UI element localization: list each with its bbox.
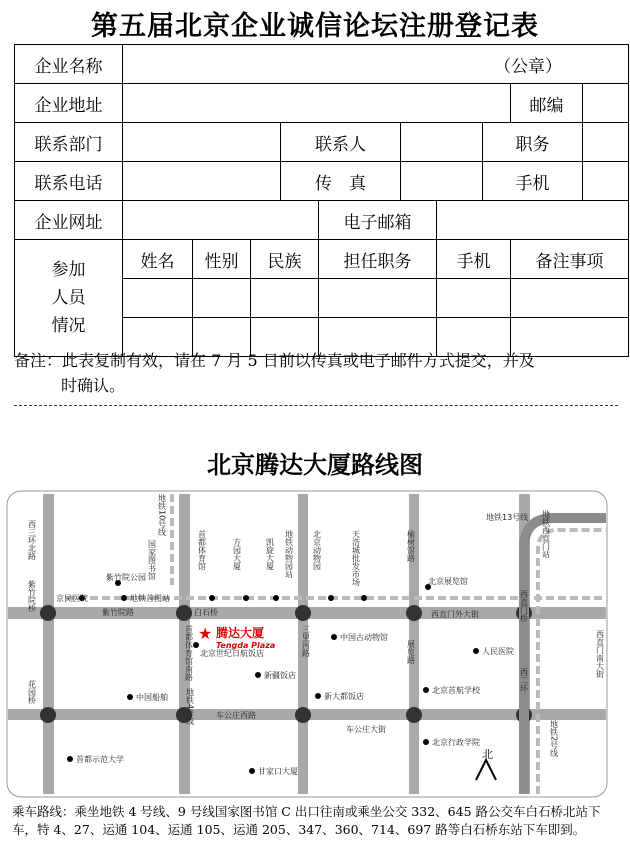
label-shoudu-gym-road: 首都体育馆南路 bbox=[184, 625, 194, 681]
label-xizhimen-outer: 西直门外大街 bbox=[431, 610, 479, 619]
form-note bbox=[14, 348, 618, 398]
label-chegongzhuang-west: 车公庄西路 bbox=[216, 711, 256, 720]
place-dot bbox=[249, 768, 255, 774]
place-dot bbox=[243, 595, 249, 601]
label-aviation-school: 北京首航学校 bbox=[432, 686, 480, 695]
note-line-2: 时确认。 bbox=[61, 376, 126, 395]
label-normal-univ: 首都示范大学 bbox=[76, 755, 124, 764]
attendees-label bbox=[15, 240, 123, 357]
building-name-en: Tengda Plaza bbox=[216, 641, 276, 650]
label-beijing-zoo: 北京动物园 bbox=[312, 530, 322, 570]
seal-label: （公章） bbox=[494, 56, 563, 77]
label-xindadu: 新大都饭店 bbox=[324, 692, 364, 701]
department-label: 联系部门 bbox=[15, 123, 123, 162]
label-subway-4: 地铁4号线 bbox=[185, 688, 195, 726]
email-label: 电子邮箱 bbox=[319, 201, 437, 240]
position-field[interactable] bbox=[583, 123, 629, 162]
attendee-cell[interactable] bbox=[319, 279, 437, 318]
label-jingmin-hospital: 京民医院 bbox=[56, 594, 88, 603]
label-capital-gym: 首都体育馆 bbox=[197, 530, 207, 570]
label-zizhuyuan-road: 紫竹院路 bbox=[102, 608, 134, 617]
label-admin-school: 北京行政学院 bbox=[432, 738, 480, 747]
label-xizhimen-station: 地铁西直门站 bbox=[541, 510, 551, 558]
header-mobile: 手机 bbox=[437, 240, 511, 279]
route-map bbox=[6, 490, 608, 798]
label-exhibition-hall: 北京展览馆 bbox=[428, 577, 468, 586]
label-fangyuan: 方园大厦 bbox=[232, 538, 242, 570]
phone-field[interactable] bbox=[123, 162, 281, 201]
attendees-label-line: 人员 bbox=[51, 288, 86, 308]
contact-label: 联系人 bbox=[281, 123, 401, 162]
place-dot bbox=[328, 595, 334, 601]
label-tianhao: 天浩城批发市场 bbox=[351, 530, 361, 586]
cut-line bbox=[14, 405, 618, 406]
label-yuyuantan: 榆树馆路 bbox=[406, 530, 416, 562]
label-zoo-station: 地铁动物园站 bbox=[284, 530, 294, 578]
intersection bbox=[40, 707, 56, 723]
attendee-cell[interactable] bbox=[251, 279, 319, 318]
label-zizhuyuan-bridge: 紫竹院桥 bbox=[27, 580, 37, 612]
intersection bbox=[406, 707, 422, 723]
fax-field[interactable] bbox=[401, 162, 483, 201]
building-star-icon: ★ bbox=[198, 624, 213, 643]
place-dot bbox=[209, 595, 215, 601]
label-xierhuan: 西二环 bbox=[519, 668, 529, 692]
place-dot bbox=[423, 739, 429, 745]
place-dot bbox=[331, 634, 337, 640]
postcode-label: 邮编 bbox=[511, 84, 583, 123]
place-dot bbox=[255, 672, 261, 678]
place-dot bbox=[361, 595, 367, 601]
attendee-cell[interactable] bbox=[437, 279, 511, 318]
email-field[interactable] bbox=[437, 201, 629, 240]
label-library-station: 地铁首图站 bbox=[130, 594, 170, 603]
company-name-field[interactable] bbox=[123, 45, 629, 84]
fax-label: 传 真 bbox=[281, 162, 401, 201]
north-label: 北 bbox=[482, 748, 493, 761]
department-field[interactable] bbox=[123, 123, 281, 162]
attendees-label-line: 参加 bbox=[51, 260, 86, 280]
mobile-field[interactable] bbox=[583, 162, 629, 201]
header-remarks: 备注事项 bbox=[511, 240, 629, 279]
header-ethnicity: 民族 bbox=[251, 240, 319, 279]
label-xisanhuan: 西三环北路 bbox=[27, 520, 37, 560]
header-name: 姓名 bbox=[123, 240, 193, 279]
place-dot bbox=[315, 693, 321, 699]
intersection bbox=[295, 707, 311, 723]
attendees-label-line: 情况 bbox=[51, 316, 86, 336]
place-dot bbox=[473, 648, 479, 654]
label-zizhuyuan-park: 紫竹院公园 bbox=[106, 573, 146, 582]
label-peoples-hospital: 人民医院 bbox=[482, 647, 514, 656]
label-huayuan-bridge: 花园桥 bbox=[27, 680, 37, 704]
label-subway-13: 地铁13号线 bbox=[486, 513, 529, 522]
label-century-hotel: 北京世纪日航饭店 bbox=[200, 649, 264, 658]
company-name-label: 企业名称 bbox=[15, 45, 123, 84]
place-dot bbox=[193, 642, 199, 648]
header-position: 担任职务 bbox=[319, 240, 437, 279]
label-sanlihe-road: 三里河路 bbox=[301, 625, 311, 657]
place-dot bbox=[273, 595, 279, 601]
building-name: 腾达大厦 bbox=[216, 626, 265, 640]
label-national-library: 国家图书馆 bbox=[147, 540, 157, 580]
label-xizhimen-bridge: 西直门桥 bbox=[519, 590, 529, 622]
map-title: 北京腾达大厦路线图 bbox=[207, 451, 423, 479]
phone-label: 联系电话 bbox=[15, 162, 123, 201]
place-dot bbox=[121, 595, 127, 601]
intersection bbox=[406, 605, 422, 621]
form-title: 第五届北京企业诚信论坛注册登记表 bbox=[91, 11, 539, 42]
place-dot bbox=[423, 687, 429, 693]
registration-form bbox=[14, 44, 629, 357]
label-xizhimen-south: 西直门南大街 bbox=[595, 630, 605, 678]
label-xinjiang-hotel: 新疆饭店 bbox=[264, 671, 296, 680]
label-chegongzhuang-st: 车公庄大街 bbox=[346, 725, 386, 734]
label-ganjiakou: 甘家口大厦 bbox=[258, 767, 298, 776]
label-ship: 中国船舶 bbox=[136, 693, 168, 702]
attendee-cell[interactable] bbox=[511, 279, 629, 318]
attendee-cell[interactable] bbox=[193, 279, 251, 318]
label-baishiqiao: 白石桥 bbox=[194, 608, 218, 617]
intersection bbox=[40, 605, 56, 621]
place-dot bbox=[67, 756, 73, 762]
label-subway-2: 地铁2号线 bbox=[549, 720, 559, 758]
mobile-label: 手机 bbox=[483, 162, 583, 201]
note-line-1: 备注：此表复制有效，请在 7 月 5 日前以传真或电子邮件方式提交，并及 bbox=[14, 351, 535, 370]
place-dot bbox=[127, 694, 133, 700]
postcode-field[interactable] bbox=[583, 84, 629, 123]
address-label: 企业地址 bbox=[15, 84, 123, 123]
website-field[interactable] bbox=[123, 201, 319, 240]
website-label: 企业网址 bbox=[15, 201, 123, 240]
address-field[interactable] bbox=[123, 84, 511, 123]
label-ancient-animal: 中国古动物馆 bbox=[340, 633, 388, 642]
position-label: 职务 bbox=[483, 123, 583, 162]
bus-route-text: 乘车路线：乘坐地铁 4 号线、9 号线国家图书馆 C 出口往南或乘坐公交 332、645 路公交车白石桥北站下车，特 4、27、运通 104、运通 105、运通 205、347、360、714、697 路等白石桥东站下车即到。 bbox=[12, 804, 601, 837]
intersection bbox=[176, 605, 192, 621]
contact-field[interactable] bbox=[401, 123, 483, 162]
road-xisanhuan bbox=[43, 494, 54, 794]
label-zhanlan-road: 展览路 bbox=[406, 640, 416, 664]
intersection bbox=[295, 605, 311, 621]
label-subway-10: 地铁10号线 bbox=[157, 494, 167, 537]
header-gender: 性别 bbox=[193, 240, 251, 279]
label-kaixuan: 凯旋大厦 bbox=[265, 538, 275, 570]
attendee-cell[interactable] bbox=[123, 279, 193, 318]
